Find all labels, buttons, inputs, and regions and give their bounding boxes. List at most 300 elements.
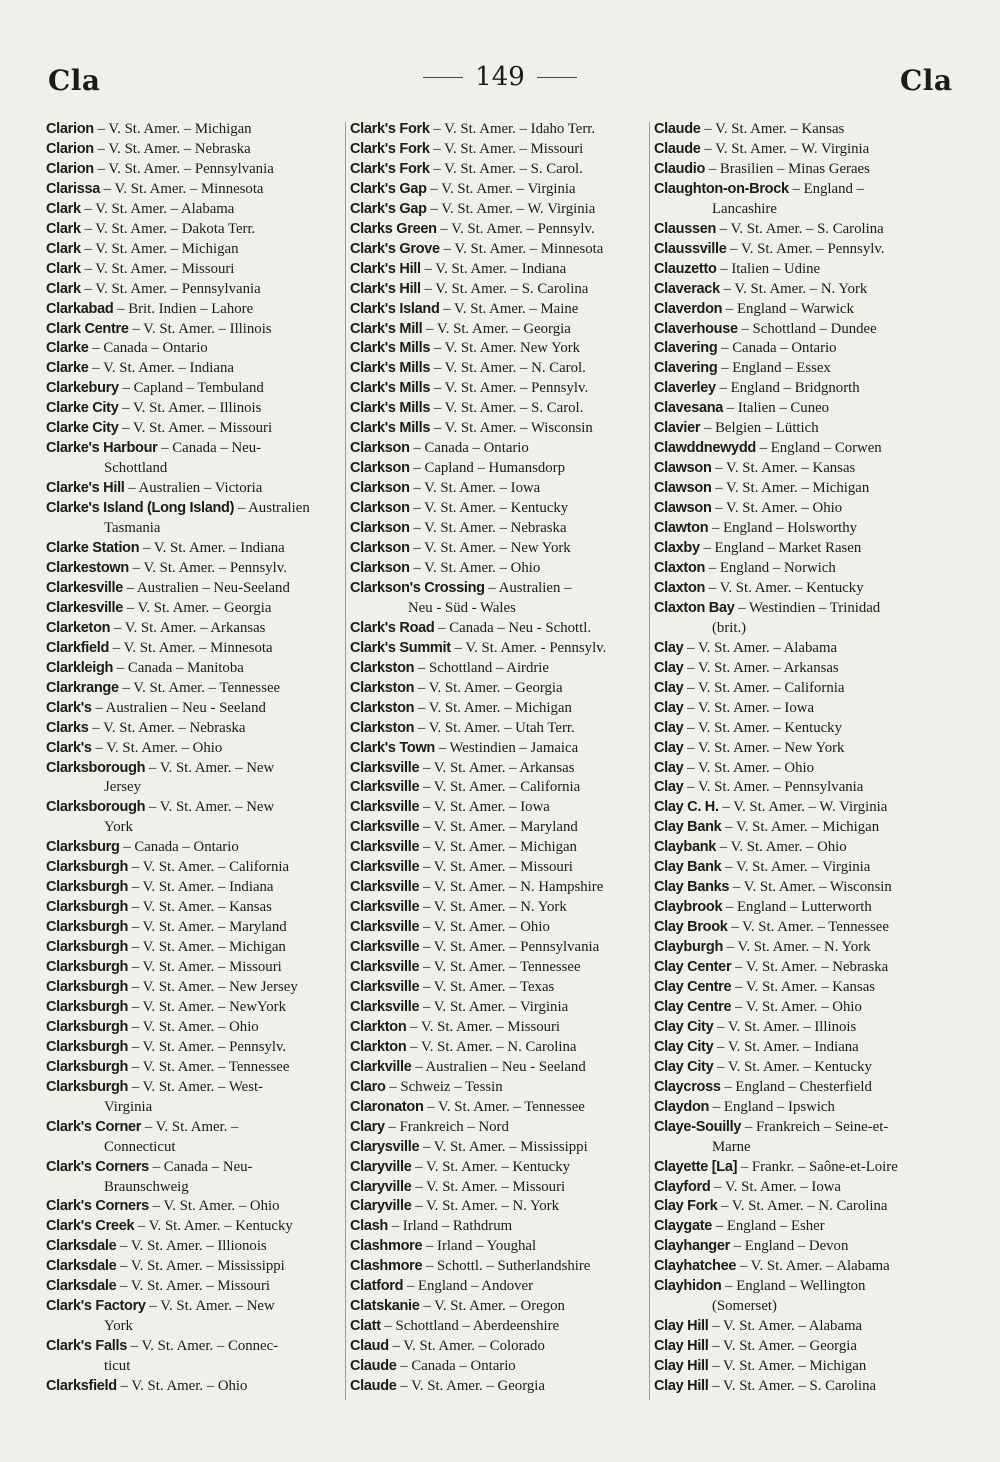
gazetteer-entry [654,1337,950,1357]
gazetteer-entry [46,1237,342,1257]
entry-headword: Clark's Fork [350,121,430,137]
entry-headword: Clarkesville [46,579,124,596]
entry-headword: Clayhidon [654,1278,722,1295]
entry-location: – V. St. Amer. – Ohio [91,739,223,756]
entry-headword: Clay Bank [654,819,722,836]
entry-headword: Clarksville [350,919,420,936]
gazetteer-entry [46,479,342,499]
gazetteer-entry [350,300,646,320]
entry-headword: Clawddnewydd [654,440,756,457]
entry-location: – England – Essex [717,360,831,377]
gazetteer-entry [350,339,646,359]
entry-headword: Clarksville [350,799,420,816]
entry-location: – V. St. Amer. – New [145,799,275,816]
entry-location: – V. St. Amer. – Missouri [429,140,584,157]
entry-location: – V. St. Amer. – W. Virginia [718,799,888,816]
entry-location: – Canada – Manitoba [113,659,244,676]
entry-location: – V. St. Amer. – Maryland [419,819,578,836]
entry-location: – Italien – Cuneo [723,400,830,417]
entry-headword: Clarke's Island (Long Island) [46,500,235,517]
entry-location: – V. St. Amer. – Alabama [736,1258,890,1275]
entry-headword: Claxton [654,559,706,576]
entry-headword: Claro [350,1078,386,1095]
entry-headword: Clark [46,200,81,217]
header-rule-right [537,77,577,78]
gazetteer-entry [350,1038,646,1058]
gazetteer-entry [654,958,950,978]
entry-headword: Clarkson [350,559,410,576]
entry-headword: Claryville [350,1198,412,1215]
entry-location: – V. St. Amer. – N. Hampshire [419,879,604,896]
entry-headword: Clark's Corner [46,1118,142,1135]
entry-continuation: Braunschweig [104,1178,189,1195]
entry-headword: Clarkson [350,520,410,537]
entry-headword: Clarysville [350,1138,420,1155]
entry-location: – V. St. Amer. – Indiana [128,879,274,896]
gazetteer-entry [350,918,646,938]
gazetteer-entry [654,439,950,459]
entry-headword: Clark's Island [350,300,440,317]
gazetteer-entry [654,938,950,958]
entry-headword: Clark's Fork [350,140,430,157]
gazetteer-entry [350,1178,646,1198]
entry-headword: Clarksborough [46,759,146,776]
entry-location: – England – Lutterworth [722,899,872,916]
entry-location: – Australien – Neu - Seeland [411,1058,586,1075]
entry-headword: Clarke City [46,400,119,417]
entry-headword: Claybank [654,839,717,856]
entry-headword: Clay Center [654,959,732,976]
gazetteer-entry [46,539,342,559]
entry-location: – V. St. Amer. – Minnesota [100,180,264,197]
entry-headword: Clark's Summit [350,639,451,656]
entry-headword: Claydon [654,1098,710,1115]
gazetteer-entry [46,679,342,699]
gazetteer-entry [46,579,342,599]
gazetteer-entry [350,220,646,240]
entry-location: – V. St. Amer. – Michigan [93,121,252,137]
entry-headword: Clark's Mills [350,340,431,357]
entry-headword: Claverhouse [654,320,738,337]
entry-headword: Clauzetto [654,260,717,277]
gazetteer-entry [654,978,950,998]
entry-location: – V. St. Amer. – Michigan [419,839,577,856]
entry-headword: Clay City [654,1038,714,1055]
entry-headword: Claxton Bay [654,599,735,616]
entry-location: – Canada – Ontario [88,340,208,357]
entry-location: – England – Wellington [721,1278,866,1295]
entry-location: – V. St. Amer. – Tennessee [423,1098,585,1115]
entry-location: – V. St. Amer. – Alabama [708,1318,863,1335]
entry-location: – Australien – Neu-Seeland [123,579,290,596]
entry-headword: Clay [654,659,684,676]
entry-headword: Clarks Green [350,220,437,237]
entry-location: – V. St. Amer. – Kansas [711,460,856,477]
entry-headword: Clarissa [46,180,101,197]
entry-headword: Clarion [46,160,94,177]
entry-location: – V. St. Amer. – Pennsylv. [128,1038,287,1055]
gazetteer-entry [350,1337,646,1357]
entry-headword: Claxby [654,540,700,557]
entry-headword: Clarke's Hill [46,480,125,497]
gazetteer-entry [350,719,646,739]
entry-location: – Canada – Ontario [717,340,837,357]
entry-location: – Frankreich – Seine-et- [741,1118,889,1135]
gazetteer-entry [350,759,646,779]
entry-location: – V. St. Amer. – Georgia [414,679,563,696]
gazetteer-entry [46,559,342,579]
entry-location: – V. St. Amer. – N. York [411,1198,559,1215]
entry-location: – Australien – Victoria [124,480,263,497]
entry-location: – England – Corwen [755,440,882,457]
entry-location: – Italien – Udine [716,260,821,277]
entry-headword: Clay [654,679,684,696]
gazetteer-entry [654,1277,950,1297]
entry-continuation: Jersey [104,779,141,796]
entry-location: – V. St. Amer. – N. York [419,899,567,916]
entry-headword: Clark's Fork [350,160,430,177]
entry-headword: Clarksburgh [46,919,129,936]
entry-location: – England – Holsworthy [708,520,858,537]
entry-location: – V. St. Amer. – West- [128,1078,263,1095]
gazetteer-entry [46,739,342,759]
entry-headword: Claverdon [654,300,723,317]
entry-location: – Westindien – Jamaica [435,739,579,756]
entry-location: – V. St. Amer. – New York [683,739,845,756]
entry-continuation: Neu - Süd - Wales [408,599,516,616]
entry-location: – V. St. Amer. – Pennsylvania [80,280,261,297]
gazetteer-entry [350,798,646,818]
gazetteer-entry [46,419,342,439]
entry-headword: Clarksville [350,899,420,916]
entry-location: – V. St. Amer. – Indiana [713,1038,859,1055]
entry-headword: Clavering [654,360,718,377]
gazetteer-entry [350,659,646,679]
entry-location: – V. St. Amer. – Pennsylv. [128,559,287,576]
entry-location: – Canada – Ontario [409,440,529,457]
running-head-left: Cla [48,64,101,97]
entry-location: – V. St. Amer. – Minnesota [439,240,604,257]
entry-headword: Claye-Souilly [654,1118,742,1135]
entry-headword: Clay [654,739,684,756]
entry-headword: Clawson [654,500,712,517]
entry-headword: Clavering [654,340,718,357]
entry-location: – V. St. Amer. – S. Carolina [708,1378,877,1395]
gazetteer-entry [654,519,950,539]
gazetteer-entry [46,719,342,739]
entry-headword: Clary [350,1118,385,1135]
gazetteer-entry [350,778,646,798]
entry-location: – V. St. Amer. – New York [409,540,571,557]
entry-headword: Clay Hill [654,1358,709,1375]
gazetteer-entry [654,719,950,739]
entry-location: – Belgien – Lüttich [700,420,819,437]
entry-headword: Clarkson [350,460,410,477]
entry-headword: Clark's Mills [350,400,431,417]
gazetteer-entry [654,878,950,898]
gazetteer-entry [350,419,646,439]
entry-location: – Australien [234,500,310,517]
entry-location: – V. St. Amer. – N. York [719,280,868,297]
gazetteer-entry [350,1257,646,1277]
gazetteer-entry [654,699,950,719]
gazetteer-entry [46,180,342,200]
entry-location: – V. St. Amer. – Illinois [713,1018,857,1035]
header-rule-left [423,77,463,78]
entry-location: – V. St. Amer. – Arkansas [110,619,266,636]
entry-location: – V. St. Amer. – New [145,759,275,776]
entry-headword: Clay Hill [654,1378,709,1395]
entry-location: – V. St. Amer. – Arkansas [419,759,575,776]
entry-location: – V. St. Amer. – Indiana [139,540,285,557]
gazetteer-entry [46,140,342,160]
entry-headword: Claycross [654,1078,721,1095]
entry-headword: Clark Centre [46,320,129,337]
entry-headword: Clarksville [350,939,420,956]
entry-location: – England – Market Rasen [699,540,862,557]
entry-location: – V. St. Amer. – Michigan [708,1358,867,1375]
entry-location: – V. St. Amer. – S. Carol. [429,160,583,177]
entry-headword: Clarksville [350,978,420,995]
entry-location: – England – Warwick [722,300,854,317]
gazetteer-entry [350,1357,646,1377]
entry-location: – England – Chesterfield [720,1078,872,1095]
gazetteer-entry [350,1317,646,1337]
gazetteer-entry [350,499,646,519]
gazetteer-entry [654,1317,950,1337]
entry-location: – V. St. Amer. – Pennsylv. [430,380,589,397]
entry-location: – England – Bridgnorth [715,380,860,397]
gazetteer-entry [350,619,646,639]
gazetteer-entry [46,359,342,379]
entry-location: – V. St. Amer. – Pennsylvania [419,939,600,956]
gazetteer-entry [350,399,646,419]
entry-location: – V. St. Amer. – Utah Terr. [414,719,575,736]
gazetteer-entry [350,160,646,180]
entry-headword: Clark's Mills [350,380,431,397]
entry-headword: Clark's Corners [46,1158,149,1175]
column-divider-1 [345,122,346,1400]
gazetteer-entry [46,220,342,240]
entry-headword: Claude [654,121,701,137]
entry-location: – V. St. Amer. – Michigan [721,819,880,836]
entry-location: – England – Devon [729,1238,849,1255]
entry-headword: Claudio [654,160,706,177]
gazetteer-entry [350,379,646,399]
gazetteer-entry [654,260,950,280]
entry-location: – V. St. Amer. – Nebraska [88,719,246,736]
entry-headword: Clark's Grove [350,240,440,257]
entry-location: – V. St. Amer. – Georgia [708,1338,857,1355]
entry-location: – V. St. Amer. – Kentucky [409,500,569,517]
entry-location: – England – Esher [712,1218,825,1235]
entry-column-1 [46,120,342,1397]
entry-headword: Claybrook [654,899,723,916]
entry-location: – V. St. Amer. – Mississippi [116,1258,285,1275]
entry-headword: Clarion [46,140,94,157]
entry-location: – V. St. Amer. – Kentucky [713,1058,872,1075]
entry-headword: Clay C. H. [654,799,719,816]
entry-location: – V. St. Amer. – Georgia [422,320,571,337]
entry-location: – Westindien – Trinidad [734,599,881,616]
gazetteer-entry [654,858,950,878]
entry-location: – Australien – Neu - Seeland [91,699,266,716]
entry-headword: Clark's Mills [350,360,431,377]
entry-headword: Clarksburgh [46,1038,129,1055]
gazetteer-entry [46,858,342,878]
running-head-right: Cla [900,64,953,97]
entry-location: – V. St. Amer. – California [683,679,845,696]
entry-location: – England – Norwich [705,559,836,576]
gazetteer-entry [350,639,646,659]
entry-continuation: Tasmania [104,520,161,537]
entry-headword: Claude [350,1378,397,1395]
gazetteer-entry [46,1257,342,1277]
entry-headword: Clarkestown [46,559,129,576]
entry-location: – V. St. Amer. – W. Virginia [700,140,870,157]
entry-location: – V. St. Amer. – Texas [419,978,555,995]
entry-headword: Clay [654,719,684,736]
gazetteer-entry [350,1138,646,1158]
gazetteer-entry [46,878,342,898]
gazetteer-entry [46,339,342,359]
entry-location: – V. St. Amer. – Kansas [731,978,876,995]
entry-headword: Claussen [654,220,717,237]
entry-location: – V. St. Amer. – Tennessee [419,959,581,976]
entry-location: – V. St. Amer. – NewYork [128,998,286,1015]
entry-location: – V. St. Amer. - Pennsylv. [450,639,607,656]
entry-location: – Irland – Youghal [422,1238,537,1255]
entry-location: – V. St. Amer. – New [145,1298,275,1315]
gazetteer-entry [654,539,950,559]
gazetteer-entry [46,599,342,619]
entry-headword: Clark [46,260,81,277]
entry-location: – V. St. Amer. – Missouri [128,959,282,976]
entry-location: – V. St. Amer. – New Jersey [128,978,298,995]
gazetteer-entry [654,499,950,519]
entry-headword: Clarke City [46,420,119,437]
entry-location: – England – Andover [403,1278,534,1295]
entry-headword: Clarks [46,719,89,736]
gazetteer-entry [654,1038,950,1058]
entry-location: – V. St. Amer. – Pennsylv. [726,240,885,257]
entry-headword: Clarkrange [46,679,119,696]
entry-continuation: Connecticut [104,1138,176,1155]
gazetteer-entry [350,1018,646,1038]
entry-headword: Clarkabad [46,300,114,317]
entry-location: – V. St. Amer. – Missouri [406,1018,561,1035]
entry-continuation: York [104,819,133,836]
gazetteer-entry [46,1158,342,1178]
entry-continuation: ticut [104,1358,131,1375]
gazetteer-entry [350,699,646,719]
gazetteer-entry [350,898,646,918]
gazetteer-entry [46,399,342,419]
gazetteer-entry [350,1197,646,1217]
gazetteer-entry [350,878,646,898]
gazetteer-entry [654,918,950,938]
entry-location: – Frankr. – Saône-et-Loire [737,1158,898,1175]
gazetteer-entry [350,200,646,220]
gazetteer-entry [654,300,950,320]
entry-column-3 [654,120,950,1397]
entry-headword: Claussville [654,240,727,257]
gazetteer-entry [654,399,950,419]
entry-headword: Clavier [654,420,701,437]
gazetteer-entry [654,1217,950,1237]
entry-headword: Clark's Mill [350,320,423,337]
entry-headword: Clarkson's Crossing [350,579,485,596]
entry-headword: Clawson [654,480,712,497]
entry-location: – V. St. Amer. – Nebraska [409,520,567,537]
entry-location: – V. St. Amer. – W. Virginia [426,200,596,217]
gazetteer-entry [350,559,646,579]
entry-location: – V. St. Amer. – Pennsylvania [93,160,274,177]
gazetteer-entry [350,818,646,838]
gazetteer-entry [654,679,950,699]
entry-location: – V. St. Amer. – Tennessee [128,1058,290,1075]
entry-location: – V. St. Amer. – Ohio [116,1378,248,1395]
gazetteer-entry [654,1357,950,1377]
entry-headword: Clark's Town [350,739,435,756]
entry-headword: Clash [350,1218,388,1235]
entry-headword: Clayburgh [654,939,724,956]
gazetteer-entry [350,140,646,160]
entry-location: – V. St. Amer. – Kentucky [134,1218,293,1235]
entry-headword: Clark's Creek [46,1218,135,1235]
gazetteer-entry [654,479,950,499]
entry-location: – Frankreich – Nord [384,1118,509,1135]
gazetteer-entry [654,280,950,300]
gazetteer-entry [350,998,646,1018]
entry-location: – England – [788,180,864,197]
entry-location: – V. St. Amer. – Michigan [711,480,870,497]
gazetteer-entry [46,759,342,779]
entry-headword: Clarksburgh [46,998,129,1015]
entry-location: – V. St. Amer. – Missouri [116,1278,270,1295]
entry-location: – V. St. Amer. – Missouri [411,1178,566,1195]
gazetteer-entry [46,120,342,140]
entry-location: – V. St. Amer. – Iowa [419,799,550,816]
entry-headword: Clay City [654,1058,714,1075]
entry-location: – V. St. Amer. – Alabama [683,639,838,656]
entry-headword: Clarksville [350,839,420,856]
gazetteer-entry [654,1237,950,1257]
entry-column-2 [350,120,646,1397]
entry-headword: Clark's Hill [350,260,421,277]
entry-headword: Clatford [350,1278,404,1295]
entry-location: – V. St. Amer. – Arkansas [683,659,839,676]
entry-location: – England – Ipswich [709,1098,835,1115]
gazetteer-entry [350,280,646,300]
gazetteer-entry [350,838,646,858]
entry-continuation: Schottland [104,460,168,477]
gazetteer-entry [46,998,342,1018]
entry-location: – V. St. Amer. – Michigan [414,699,572,716]
gazetteer-entry [654,1377,950,1397]
entry-headword: Clarksburg [46,839,120,856]
entry-headword: Clarksburgh [46,939,129,956]
entry-headword: Clarksville [350,779,420,796]
entry-headword: Clayhatchee [654,1258,737,1275]
entry-headword: Clarkton [350,1038,407,1055]
gazetteer-entry [654,1078,950,1098]
gazetteer-entry [350,359,646,379]
gazetteer-entry [350,1158,646,1178]
entry-location: – V. St. Amer. – California [419,779,581,796]
entry-location: – V. St. Amer. – Iowa [710,1178,841,1195]
entry-location: – V. St. Amer. New York [430,340,581,357]
